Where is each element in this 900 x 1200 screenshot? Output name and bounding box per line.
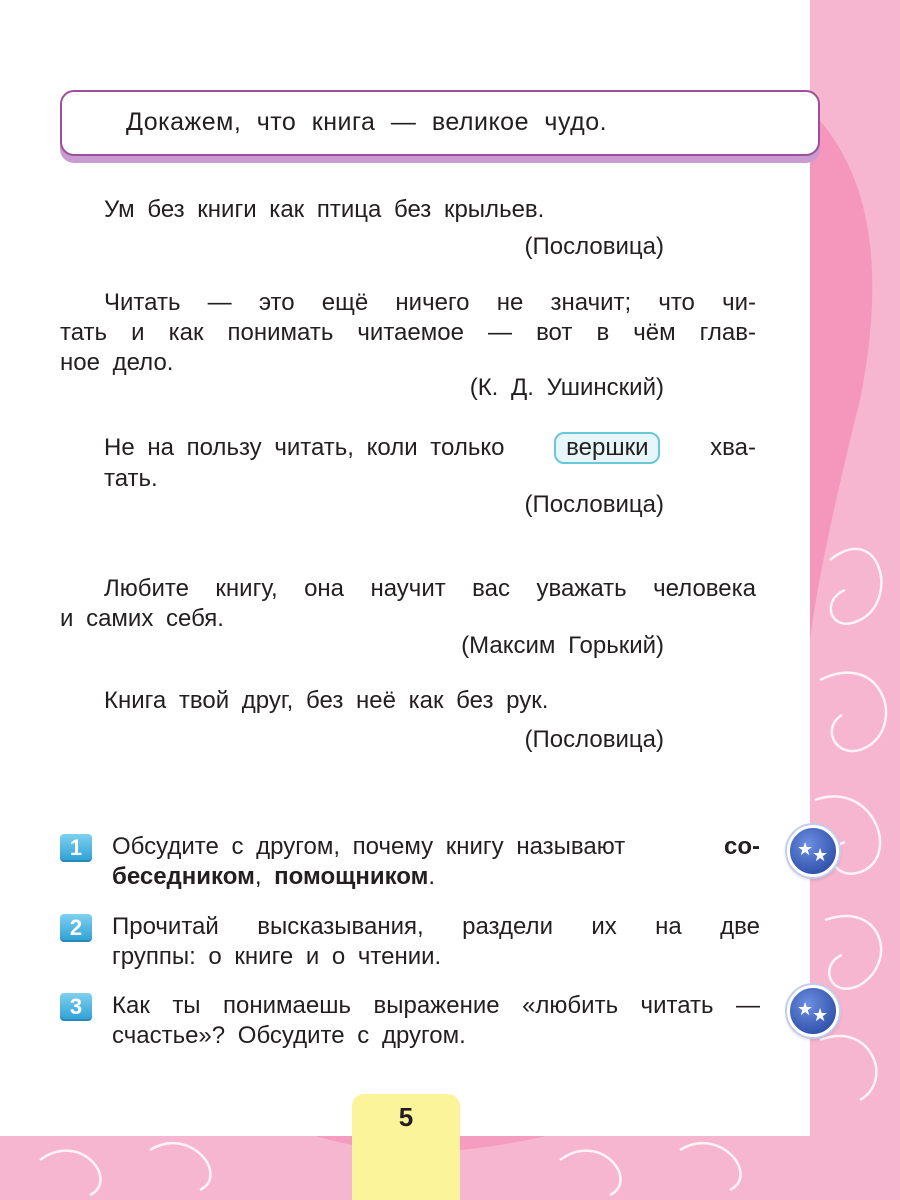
quote-5-source: (Пословица) xyxy=(524,726,664,753)
quote-3 xyxy=(104,432,756,494)
quote-2-source: (К. Д. Ушинский) xyxy=(469,374,664,401)
quote-line: тать и как понимать читаемое — вот в чём глав- xyxy=(60,319,756,346)
quote-1 xyxy=(104,195,756,225)
task-line: счастье»? Обсудите с другом. xyxy=(112,1022,466,1049)
quote-2 xyxy=(60,288,756,378)
quote-line: Любите книгу, она научит вас уважать человека xyxy=(104,575,756,602)
task-line: группы: о книге и о чтении. xyxy=(112,943,442,970)
task-bold-text: со- xyxy=(724,833,760,860)
quote-line: ное дело. xyxy=(60,349,174,376)
page-number-tab xyxy=(352,1094,460,1200)
quote-text: хва- xyxy=(710,434,756,461)
task-line xyxy=(112,862,760,892)
task-1 xyxy=(60,832,760,892)
quote-line xyxy=(104,432,756,464)
task-3 xyxy=(60,991,760,1051)
task-bold-text: беседником xyxy=(112,863,255,890)
two-stars-icon: ★ ★ xyxy=(787,825,839,877)
page-heading: Докажем, что книга — великое чудо. xyxy=(126,108,608,136)
heading-box xyxy=(60,90,820,156)
task-bold-text: помощником xyxy=(274,863,429,890)
quote-4 xyxy=(60,574,756,634)
task-text: Обсудите с другом, почему книгу называют xyxy=(112,833,626,860)
task-line: Прочитай высказывания, раздели их на две xyxy=(112,913,760,940)
quote-line: Книга твой друг, без неё как без рук. xyxy=(104,687,549,714)
task-line: Как ты понимаешь выражение «любить читать — xyxy=(112,992,760,1019)
page-number: 5 xyxy=(398,1102,414,1132)
task-number-badge: 3 xyxy=(60,993,92,1021)
two-stars-icon: ★ ★ xyxy=(787,985,839,1037)
quote-line: и самих себя. xyxy=(60,605,224,632)
quote-line: тать. xyxy=(104,465,158,492)
task-2 xyxy=(60,912,760,972)
task-text: . xyxy=(428,863,436,890)
task-number-badge: 2 xyxy=(60,914,92,942)
quote-line: Ум без книги как птица без крыльев. xyxy=(104,196,545,223)
quote-text: Не на пользу читать, коли только xyxy=(104,434,505,461)
task-number-badge: 1 xyxy=(60,834,92,862)
highlighted-word: вершки xyxy=(554,432,660,464)
task-text: , xyxy=(254,863,275,890)
quote-3-source: (Пословица) xyxy=(524,491,664,518)
quote-4-source: (Максим Горький) xyxy=(461,632,664,659)
quote-5 xyxy=(104,686,756,716)
quote-line: Читать — это ещё ничего не значит; что чи- xyxy=(104,289,756,316)
quote-1-source: (Пословица) xyxy=(524,233,664,260)
task-line xyxy=(112,832,760,862)
